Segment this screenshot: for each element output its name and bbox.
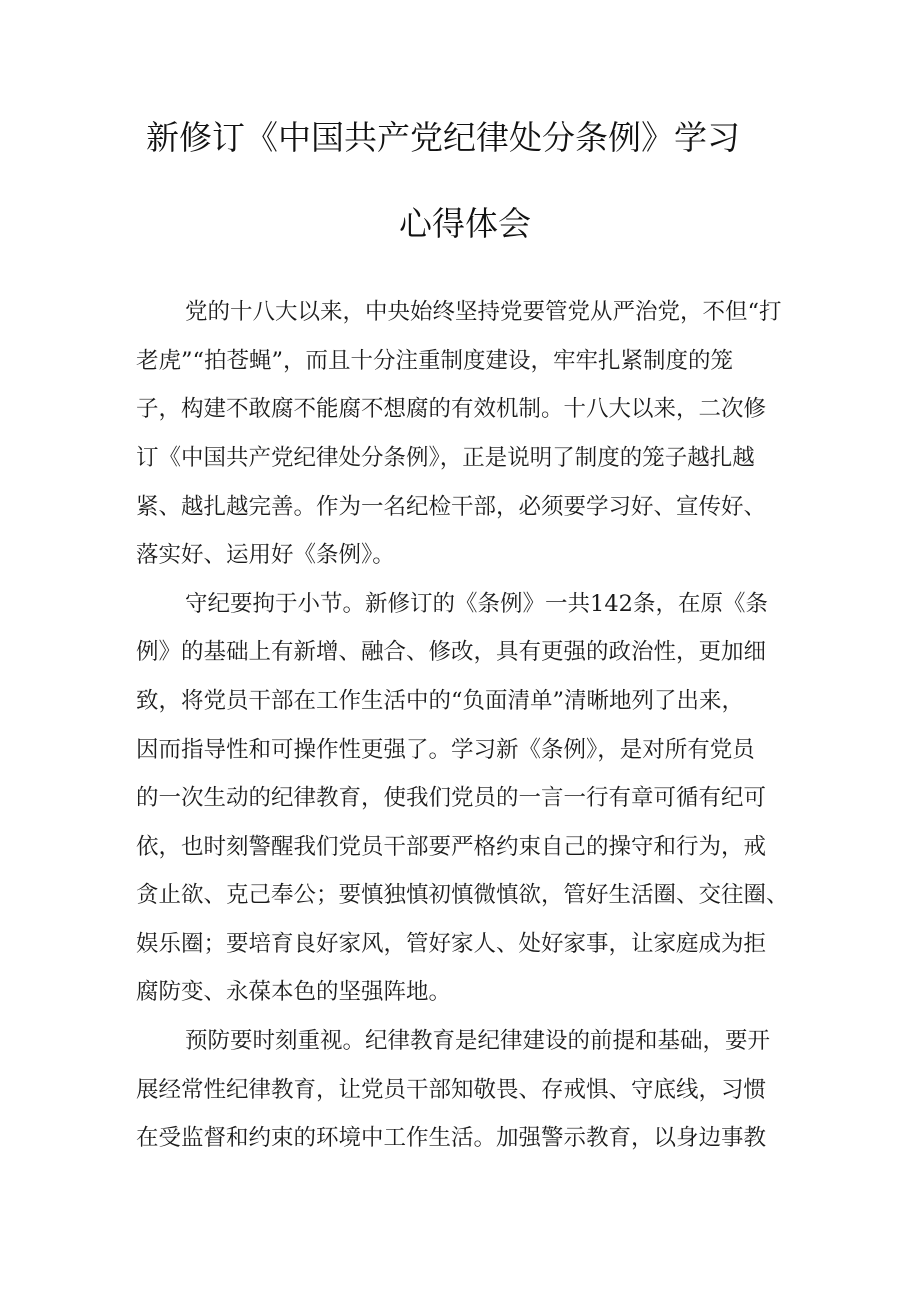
paragraph-2-line-6: 依，也时刻警醒我们党员干部要严格约束自己的操守和行为，戒 — [136, 834, 767, 860]
paragraph-2-line-7: 贪止欲、克己奉公；要慎独慎初慎微慎欲，管好生活圈、交往圈、 — [136, 882, 789, 908]
paragraph-1-line-4: 订《中国共产党纪律处分条例》，正是说明了制度的笼子越扎越 — [136, 445, 755, 471]
paragraph-2-line-4: 因而指导性和可操作性更强了。学习新《条例》，是对所有党员 — [136, 737, 755, 763]
paragraph-1-line-5: 紧、越扎越完善。作为一名纪检干部，必须要学习好、宣传好、 — [136, 494, 767, 520]
paragraph-1-line-6: 落实好、运用好《条例》。 — [136, 542, 395, 568]
paragraph-2-line-2: 例》的基础上有新增、融合、修改，具有更强的政治性，更加细 — [136, 639, 767, 665]
paragraph-3-line-3: 在受监督和约束的环境中工作生活。加强警示教育，以身边事教 — [136, 1125, 767, 1151]
paragraph-2-line-3: 致，将党员干部在工作生活中的“负面清单”清晰地列了出来， — [136, 688, 745, 714]
paragraph-1-line-3: 子，构建不敢腐不能腐不想腐的有效机制。十八大以来，二次修 — [136, 396, 767, 422]
paragraph-2-line-8: 娱乐圈；要培育良好家风，管好家人、处好家事，让家庭成为拒 — [136, 931, 767, 957]
paragraph-1-line-2: 老虎”“拍苍蝇”，而且十分注重制度建设，牢牢扎紧制度的笼 — [136, 348, 734, 374]
paragraph-2-line-1: 守纪要拘于小节。新修订的《条例》一共142条，在原《条 — [185, 591, 768, 617]
paragraph-2-line-9: 腐防变、永葆本色的坚强阵地。 — [136, 979, 452, 1005]
document-title-line-2: 心得体会 — [399, 204, 531, 243]
paragraph-1-line-1: 党的十八大以来，中央始终坚持党要管党从严治党，不但“打 — [185, 299, 782, 325]
paragraph-3-line-2: 展经常性纪律教育，让党员干部知敬畏、存戒惧、守底线，习惯 — [136, 1077, 767, 1103]
document-title-line-1: 新修订《中国共产党纪律处分条例》学习 — [146, 118, 740, 157]
paragraph-2-line-5: 的一次生动的纪律教育，使我们党员的一言一行有章可循有纪可 — [136, 785, 767, 811]
paragraph-3-line-1: 预防要时刻重视。纪律教育是纪律建设的前提和基础，要开 — [185, 1028, 771, 1054]
